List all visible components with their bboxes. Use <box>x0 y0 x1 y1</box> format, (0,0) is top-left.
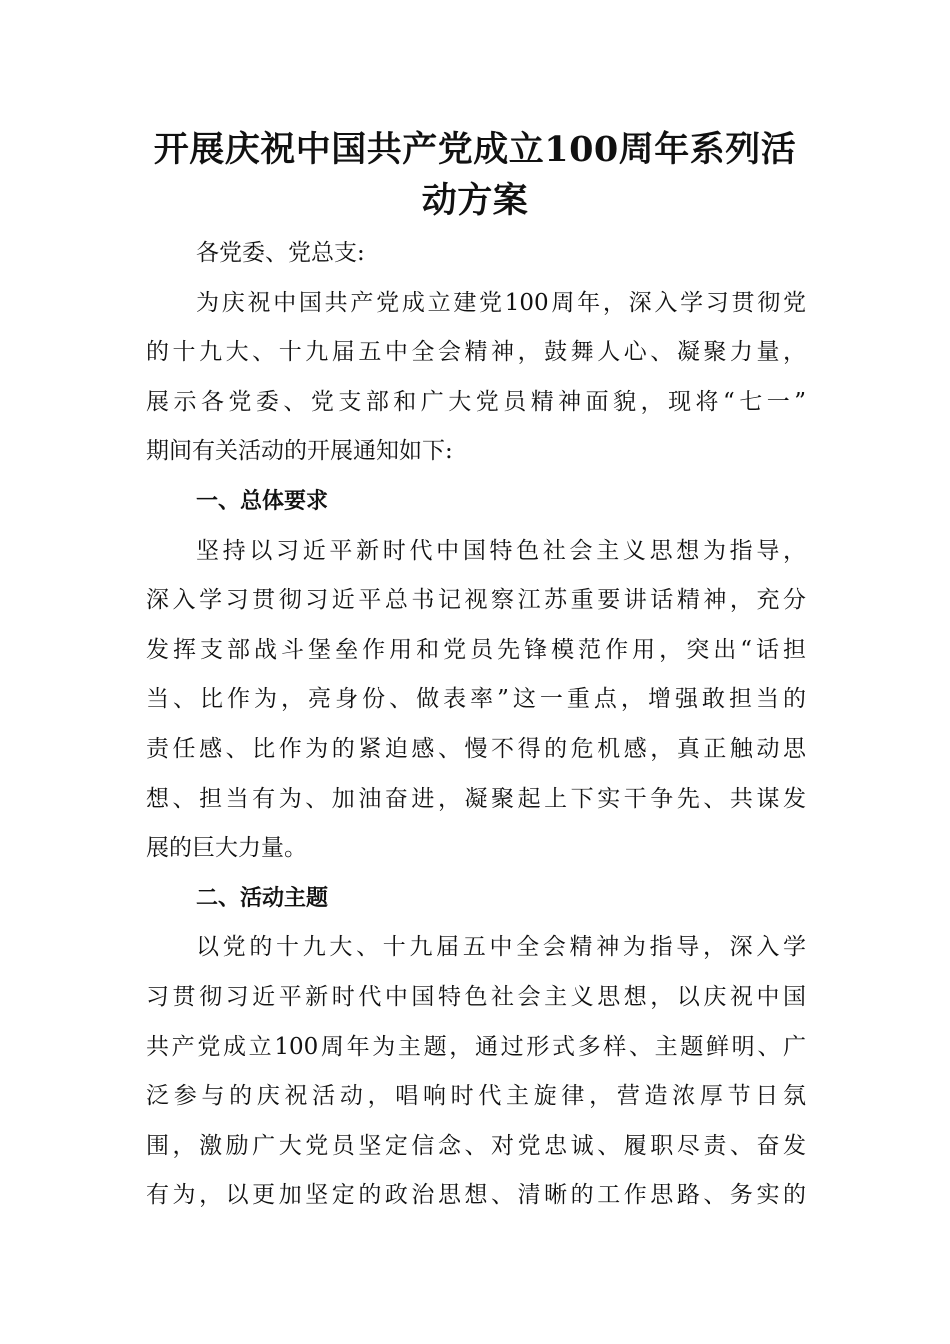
section1-line-2: 深入学习贯彻习近平总书记视察江苏重要讲话精神，充分 <box>146 587 806 614</box>
section1-line-7: 展的巨大力量。 <box>146 835 307 862</box>
section1-line-3: 发挥支部战斗堡垒作用和党员先锋模范作用，突出“话担 <box>146 636 806 663</box>
title-line-2: 动方案 <box>421 180 529 221</box>
section2-line-6: 有为，以更加坚定的政治思想、清晰的工作思路、务实的 <box>146 1182 806 1209</box>
intro-line-4: 期间有关活动的开展通知如下: <box>146 438 453 465</box>
section2-line-2: 习贯彻习近平新时代中国特色社会主义思想，以庆祝中国 <box>146 983 806 1010</box>
document-body <box>146 229 806 1221</box>
section2-line-5: 围，激励广大党员坚定信念、对党忠诚、履职尽责、奋发 <box>146 1132 806 1159</box>
section1-line-5: 责任感、比作为的紧迫感、慢不得的危机感，真正触动思 <box>146 735 806 762</box>
intro-line-2: 的十九大、十九届五中全会精神，鼓舞人心、凝聚力量， <box>146 339 806 366</box>
salutation: 各党委、党总支: <box>196 240 365 266</box>
title-line-1: 开展庆祝中国共产党成立100周年系列活 <box>153 129 797 170</box>
section2-line-3: 共产党成立100周年为主题，通过形式多样、主题鲜明、广 <box>146 1033 806 1060</box>
section1-line-4: 当、比作为，亮身份、做表率”这一重点，增强敢担当的 <box>146 686 806 713</box>
section-heading-1: 一、总体要求 <box>196 488 329 514</box>
section1-line-6: 想、担当有为、加油奋进，凝聚起上下实干争先、共谋发 <box>146 785 806 812</box>
section-heading-2: 二、活动主题 <box>196 885 329 911</box>
section2-line-1: 以党的十九大、十九届五中全会精神为指导，深入学 <box>196 934 806 961</box>
intro-line-1: 为庆祝中国共产党成立建党100周年，深入学习贯彻党 <box>196 289 806 316</box>
document-title <box>140 124 810 226</box>
section1-line-1: 坚持以习近平新时代中国特色社会主义思想为指导， <box>196 537 806 564</box>
intro-line-3: 展示各党委、党支部和广大党员精神面貌，现将“七一” <box>146 388 806 415</box>
section2-line-4: 泛参与的庆祝活动，唱响时代主旋律，营造浓厚节日氛 <box>146 1083 806 1110</box>
